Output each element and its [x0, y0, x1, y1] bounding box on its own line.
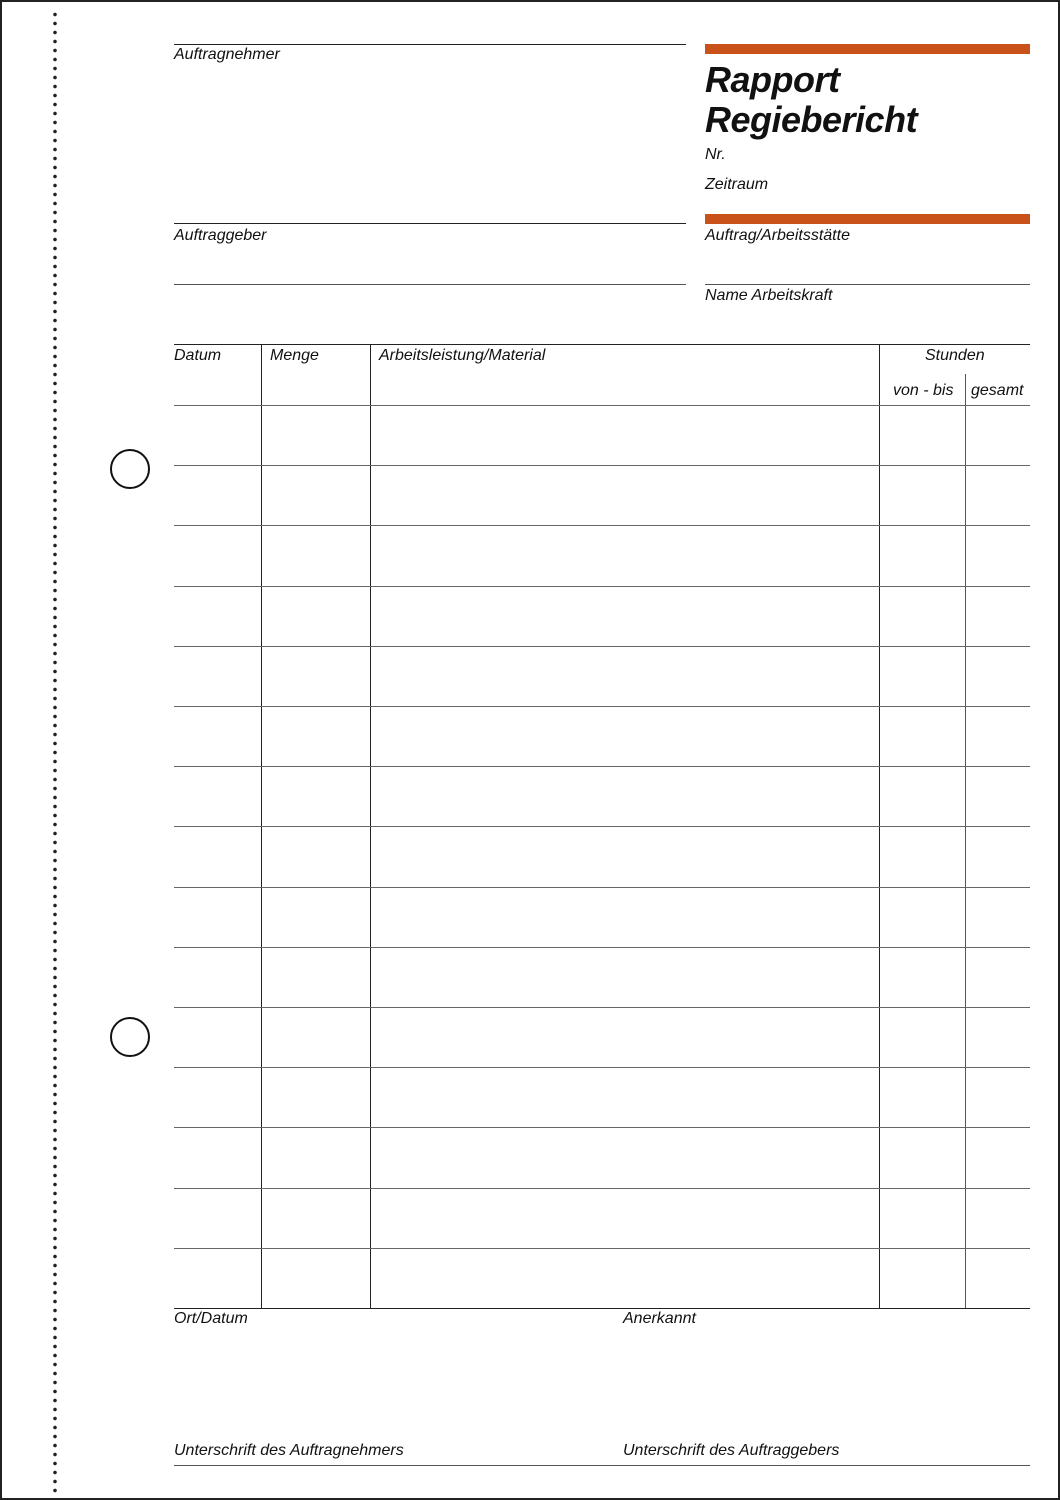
signature-line: [174, 1465, 1030, 1466]
auftraggeber-top-line: [174, 223, 686, 224]
column-header-arbeitsleistung: Arbeitsleistung/Material: [379, 347, 546, 364]
table-row: [174, 465, 1030, 466]
title-regiebericht: Regiebericht: [705, 99, 918, 140]
table-row: [174, 1067, 1030, 1068]
name-arbeitskraft-line: [705, 284, 1030, 285]
table-row: [174, 706, 1030, 707]
column-header-datum: Datum: [174, 347, 222, 364]
column-header-menge: Menge: [270, 347, 319, 364]
ort-datum-label: Ort/Datum: [174, 1310, 248, 1327]
nr-label: Nr.: [705, 146, 726, 163]
table-row: [174, 1188, 1030, 1189]
punch-hole-bottom: [110, 1017, 150, 1057]
auftragnehmer-top-line: [174, 44, 686, 45]
auftraggeber-label: Auftraggeber: [174, 227, 267, 244]
perforation-line: [52, 10, 58, 1494]
auftraggeber-bottom-line: [174, 284, 686, 285]
table-row: [174, 586, 1030, 587]
table-top-line: [174, 344, 1030, 345]
name-arbeitskraft-label: Name Arbeitskraft: [705, 287, 833, 304]
table-row: [174, 1308, 1030, 1309]
column-header-gesamt: gesamt: [971, 382, 1024, 399]
table-row: [174, 1007, 1030, 1008]
table-row: [174, 405, 1030, 406]
zeitraum-label: Zeitraum: [705, 176, 769, 193]
table-row: [174, 525, 1030, 526]
accent-bar-top: [705, 44, 1030, 54]
table-row: [174, 887, 1030, 888]
column-header-von-bis: von - bis: [893, 382, 954, 399]
table-row: [174, 826, 1030, 827]
table-row: [174, 1248, 1030, 1249]
punch-hole-top: [110, 449, 150, 489]
accent-bar-bottom: [705, 214, 1030, 224]
auftragnehmer-label: Auftragnehmer: [174, 46, 280, 63]
signature-auftragnehmer-label: Unterschrift des Auftragnehmers: [174, 1442, 404, 1459]
table-rows: [174, 405, 1030, 1308]
table-row: [174, 766, 1030, 767]
table-row: [174, 646, 1030, 647]
column-header-stunden: Stunden: [925, 347, 985, 364]
anerkannt-label: Anerkannt: [623, 1310, 696, 1327]
table-row: [174, 947, 1030, 948]
title-rapport: Rapport: [705, 59, 840, 100]
table-row: [174, 1127, 1030, 1128]
auftrag-arbeitsstaette-label: Auftrag/Arbeitsstätte: [705, 227, 850, 244]
signature-auftraggeber-label: Unterschrift des Auftraggebers: [623, 1442, 840, 1459]
